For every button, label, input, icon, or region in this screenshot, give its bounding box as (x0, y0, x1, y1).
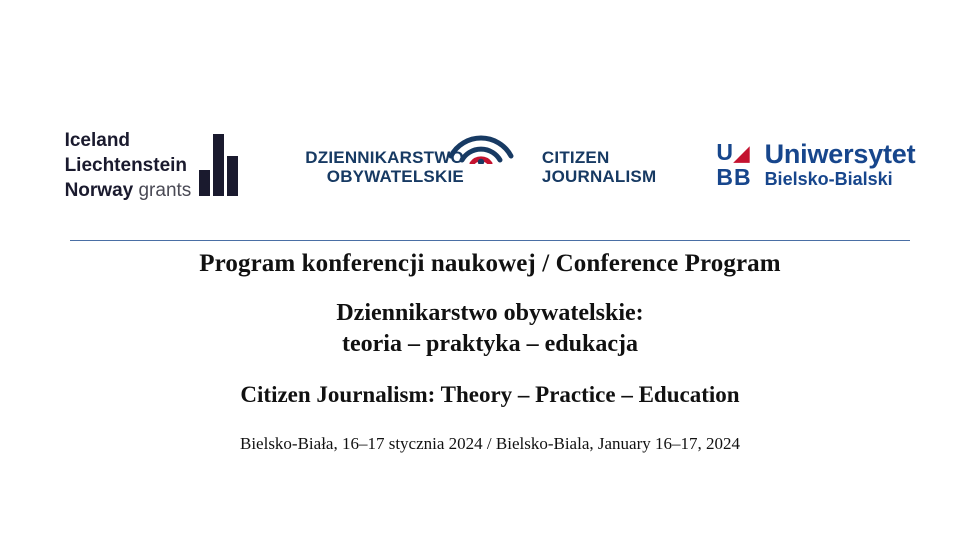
uni-monogram-icon (716, 138, 752, 190)
cj-label-journalism: JOURNALISM (541, 167, 657, 186)
grants-line-liechtenstein: Liechtenstein (64, 154, 188, 176)
grants-line-norway (65, 178, 192, 203)
cj-label-dziennikarstwo: DZIENNIKARSTWO (305, 148, 464, 167)
cj-label-obywatelskie: OBYWATELSKIE (326, 167, 464, 186)
subtitle-polish-line1: Dziennikarstwo obywatelskie: (336, 300, 644, 326)
grants-norway-light: grants (138, 179, 192, 201)
grants-bars-icon (199, 134, 245, 196)
page-title: Program konferencji naukowej / Conference Program (199, 250, 781, 277)
grants-norway-bold: Norway (64, 179, 134, 201)
citizen-journalism-logo (305, 144, 656, 186)
uni-monogram-line2: BB (716, 163, 752, 190)
title-block (0, 250, 980, 454)
subtitle-english: Citizen Journalism: Theory – Practice – Education (240, 382, 740, 407)
header-divider (70, 240, 910, 241)
conference-date-line: Bielsko-Biała, 16–17 stycznia 2024 / Bielsko-Biala, January 16–17, 2024 (239, 434, 740, 453)
uni-monogram-line1: U◢ (716, 138, 751, 165)
uni-name-main: Uniwersytet (764, 139, 916, 170)
university-bielsko-biala-logo (716, 140, 915, 189)
subtitle-polish-line2: teoria – praktyka – edukacja (342, 331, 638, 357)
cj-label-citizen: CITIZEN (541, 148, 610, 167)
uni-wordmark (765, 140, 916, 189)
grants-logo-text (65, 128, 192, 203)
uni-name-sub: Bielsko-Bialski (764, 168, 893, 189)
wifi-signal-icon (445, 130, 517, 164)
iceland-liechtenstein-norway-grants-logo (65, 128, 246, 203)
logo-row (0, 110, 980, 220)
grants-line-iceland: Iceland (64, 129, 131, 151)
